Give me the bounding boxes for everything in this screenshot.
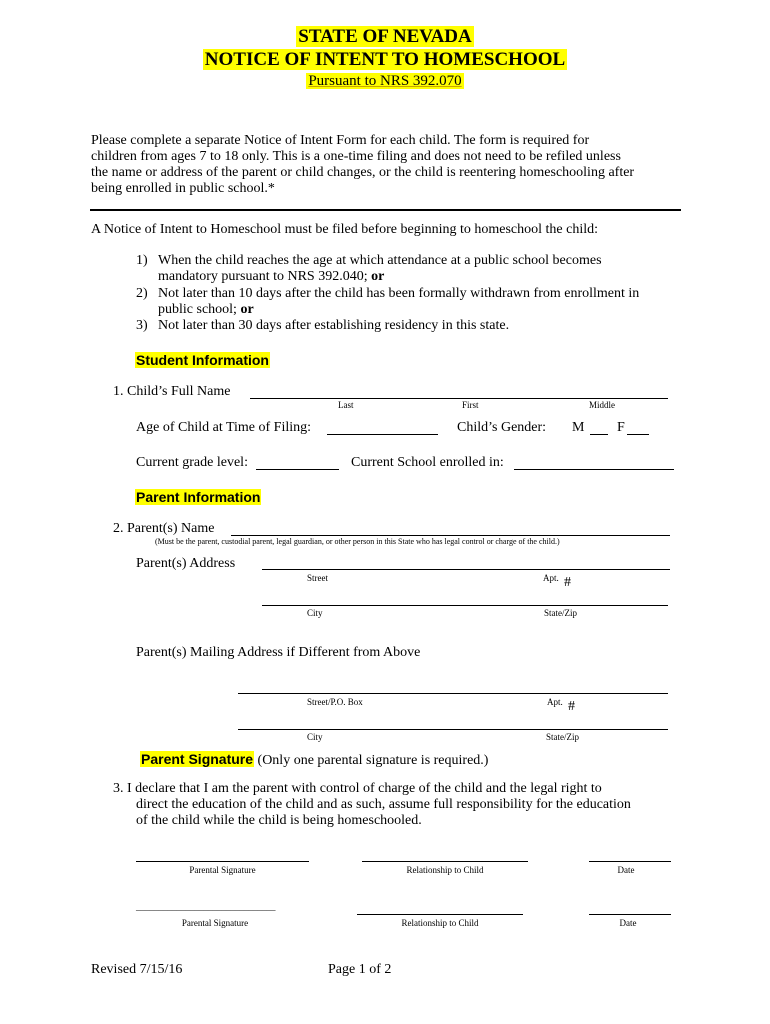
mailing-street-caption: Street/P.O. Box	[307, 697, 363, 707]
date-1-caption: Date	[617, 865, 635, 875]
page-number: Page 1 of 2	[328, 962, 392, 977]
parent-street-input-line[interactable]	[262, 569, 670, 570]
mailing-apt-hash: #	[568, 699, 575, 714]
filing-item-2-line2: public school; or	[158, 302, 254, 317]
mailing-statezip-caption: State/Zip	[546, 732, 579, 742]
signature-heading: Parent Signature (Only one parental signature is required.)	[141, 751, 489, 768]
child-middle-caption: Middle	[589, 400, 615, 410]
intro-line-4: being enrolled in public school.*	[91, 181, 275, 196]
parent-apt-caption: Apt.	[543, 573, 559, 583]
filing-item-3-line1: Not later than 30 days after establishing residency in this state.	[158, 318, 510, 333]
gender-m-input-line[interactable]	[590, 434, 608, 435]
mailing-street-input-line[interactable]	[238, 693, 668, 694]
parental-signature-2-line[interactable]: _______________________________	[136, 902, 276, 912]
parent-statezip-caption: State/Zip	[544, 608, 577, 618]
grade-label: Current grade level:	[136, 455, 248, 470]
filing-item-1-line2: mandatory pursuant to NRS 392.040; or	[158, 269, 385, 284]
gender-f-input-line[interactable]	[627, 434, 649, 435]
statute-reference: Pursuant to NRS 392.070	[308, 73, 462, 89]
filing-item-2-line1: Not later than 10 days after the child has been formally withdrawn from enrollment in	[158, 286, 640, 301]
child-name-input-line[interactable]	[250, 398, 668, 399]
parent-city-caption: City	[307, 608, 323, 618]
parent-city-input-line[interactable]	[262, 605, 668, 606]
parental-signature-1-caption: Parental Signature	[189, 865, 256, 875]
declaration-line-2: direct the education of the child and as such, assume full responsibility for the education	[136, 797, 631, 812]
parent-apt-hash: #	[564, 575, 571, 590]
parent-address-label: Parent(s) Address	[136, 556, 236, 571]
declaration-line-3: of the child while the child is being homeschooled.	[136, 813, 422, 828]
age-label: Age of Child at Time of Filing:	[136, 420, 312, 435]
intro-line-3: the name or address of the parent or child changes, or the child is reentering homeschooling after	[91, 165, 635, 180]
filing-item-num-3: 3)	[136, 318, 148, 333]
date-1-line[interactable]	[589, 861, 671, 862]
school-label: Current School enrolled in:	[351, 455, 504, 470]
child-first-caption: First	[462, 400, 479, 410]
filing-item-num-2: 2)	[136, 286, 148, 301]
parental-signature-2-caption: Parental Signature	[181, 918, 249, 928]
parental-signature-1-line[interactable]	[136, 861, 309, 862]
student-info-heading: Student Information	[136, 352, 269, 368]
relationship-2-caption: Relationship to Child	[401, 918, 479, 928]
parent-name-label: 2. Parent(s) Name	[113, 521, 215, 536]
mailing-city-caption: City	[307, 732, 323, 742]
mailing-city-input-line[interactable]	[238, 729, 668, 730]
filing-item-1-line1: When the child reaches the age at which attendance at a public school becomes	[158, 253, 602, 268]
relationship-1-line[interactable]	[362, 861, 528, 862]
revised-date: Revised 7/15/16	[91, 962, 183, 977]
intro-line-1: Please complete a separate Notice of Intent Form for each child. The form is required for	[91, 133, 590, 148]
intro-line-2: children from ages 7 to 18 only. This is a one-time filing and does not need to be refiled unless	[91, 149, 621, 164]
date-2-line[interactable]	[589, 914, 671, 915]
gender-m-label: M	[572, 420, 585, 435]
form-title-line2: NOTICE OF INTENT TO HOMESCHOOL	[204, 49, 566, 70]
parent-name-note: (Must be the parent, custodial parent, legal guardian, or other person in this State who has legal control or charge of the child.)	[155, 537, 560, 546]
parent-name-input-line[interactable]	[231, 535, 670, 536]
age-input-line[interactable]	[327, 434, 438, 435]
grade-input-line[interactable]	[256, 469, 339, 470]
child-last-caption: Last	[338, 400, 354, 410]
parent-info-heading: Parent Information	[136, 489, 261, 505]
relationship-2-line[interactable]	[357, 914, 523, 915]
gender-label: Child’s Gender:	[457, 420, 547, 435]
date-2-caption: Date	[619, 918, 637, 928]
section-divider	[90, 209, 681, 211]
mailing-apt-caption: Apt.	[547, 697, 563, 707]
relationship-1-caption: Relationship to Child	[406, 865, 484, 875]
child-name-label: 1. Child’s Full Name	[113, 384, 231, 399]
gender-f-label: F	[617, 420, 625, 435]
declaration-line-1: 3. I declare that I am the parent with control of charge of the child and the legal right to	[113, 781, 602, 796]
school-input-line[interactable]	[514, 469, 674, 470]
parent-street-caption: Street	[307, 573, 328, 583]
form-title-line1: STATE OF NEVADA	[298, 26, 472, 47]
filing-item-num-1: 1)	[136, 253, 148, 268]
filing-lead: A Notice of Intent to Homeschool must be filed before beginning to homeschool the child:	[91, 222, 599, 237]
mailing-address-label: Parent(s) Mailing Address if Different from Above	[136, 645, 421, 660]
